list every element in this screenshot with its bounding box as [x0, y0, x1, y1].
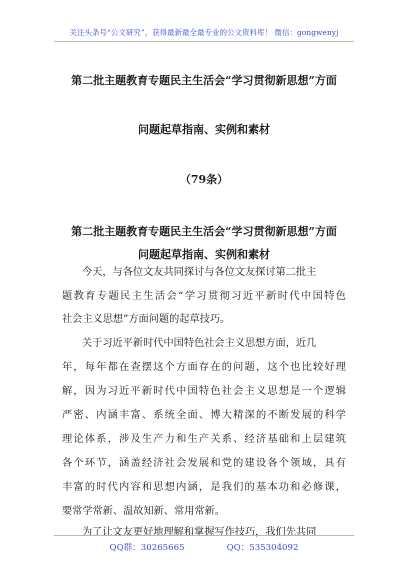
body-line: 为了让文友更好地理解和掌握写作技巧，我们先共同 — [82, 527, 317, 538]
header-banner: 关注头条号“公文研究”，获得最新最全最专业的公文资料库！ 微信：gongwenyj — [69, 28, 339, 37]
section-title-line1: 第二批主题教育专题民主生活会“学习贯彻新思想”方面 — [71, 225, 337, 238]
body-line: 丰富的时代内容和思想内涵，是我们的基本功和必修课， — [62, 482, 346, 493]
body-line: 严密、内涵丰富、系统全面、博大精深的不断发展的科学 — [62, 410, 346, 421]
body-line: 解，因为习近平新时代中国特色社会主义思想是一个逻辑 — [62, 386, 346, 397]
body-line: 要常学常新、温故知新、常用常新。 — [62, 506, 225, 517]
cover-title-line2: 问题起草指南、实例和素材 — [138, 123, 270, 136]
header-divider — [54, 41, 354, 42]
body-line: 题教育专题民主生活会“学习贯彻习近平新时代中国特色 — [62, 291, 346, 302]
footer-divider — [54, 535, 354, 536]
cover-count: （79条） — [179, 173, 229, 186]
body-line: 关于习近平新时代中国特色社会主义思想方面，近几 — [82, 338, 317, 349]
body-line: 社会主义思想”方面问题的起草技巧。 — [62, 314, 231, 325]
body-line: 各个环节，涵盖经济社会发展和党的建设各个领域，具有 — [62, 458, 346, 469]
footer — [0, 541, 408, 553]
footer-qq-number: QQ：535304092 — [226, 543, 299, 553]
cover-title-line1: 第二批主题教育专题民主生活会“学习贯彻新思想”方面 — [71, 74, 337, 87]
body-line: 今天，与各位文友共同探讨与各位文友探讨第二批主 — [82, 267, 317, 278]
section-title-line2: 问题起草指南、实例和素材 — [138, 248, 270, 261]
footer-qq-group: QQ群：30265665 — [109, 543, 185, 553]
body-line: 年，每年都在查摆这个方面存在的问题，这个也比较好理 — [62, 362, 346, 373]
body-line: 理论体系，涉及生产力和生产关系、经济基础和上层建筑 — [62, 434, 346, 445]
